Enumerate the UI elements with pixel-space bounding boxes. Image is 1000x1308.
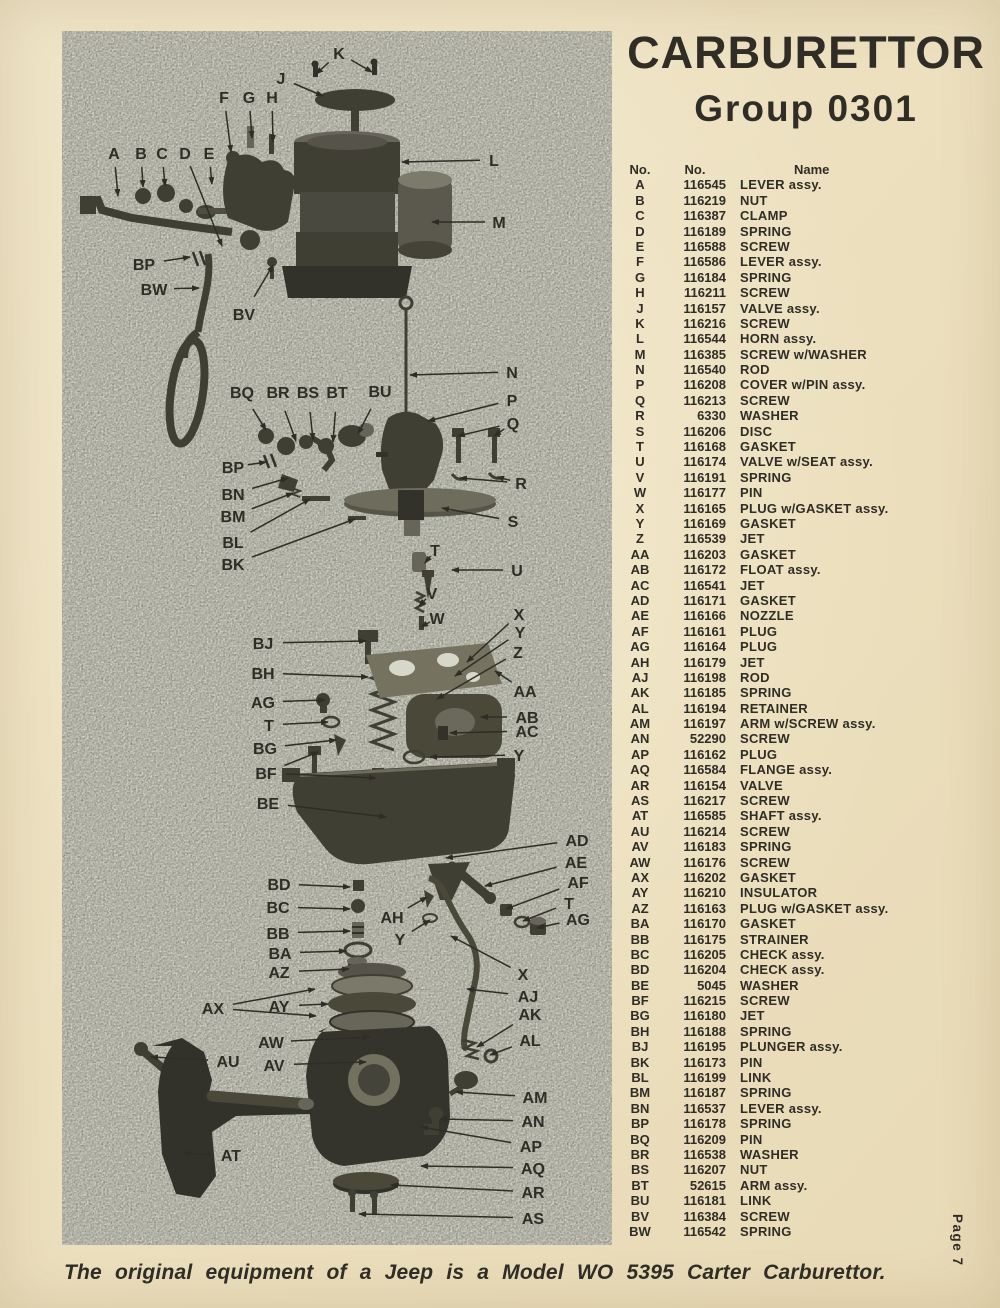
diagram-callout-BG: BG [253, 741, 277, 758]
parts-row-BL: BL 116199 LINK [631, 1070, 772, 1086]
diagram-callout-AR: AR [521, 1185, 545, 1202]
parts-row-BH: BH 116188 SPRING [630, 1023, 792, 1039]
parts-row-P: P 116208 COVER w/PIN assy. [635, 377, 866, 393]
diagram-callout-AD: AD [565, 833, 589, 850]
parts-row-AC: AC 116541 JET [630, 577, 765, 593]
diagram-callout-BC: BC [266, 900, 290, 917]
page-subtitle: Group 0301 [694, 88, 918, 129]
parts-row-AS: AS 116217 SCREW [630, 793, 790, 809]
diagram-callout-U: U [511, 563, 523, 580]
diagram-callout-AS: AS [521, 1211, 545, 1228]
parts-row-AA: AA 116203 GASKET [630, 546, 796, 562]
parts-row-BP: BP 116178 SPRING [630, 1116, 792, 1132]
diagram-callout-E: E [203, 146, 215, 163]
parts-row-BG: BG 116180 JET [630, 1008, 765, 1024]
page-number: Page 7 [950, 1214, 965, 1267]
diagram-callout-BW: BW [140, 282, 168, 299]
parts-row-AH: AH 116179 JET [630, 654, 765, 670]
parts-row-BN: BN 116537 LEVER assy. [630, 1100, 822, 1116]
diagram-callout-AZ: AZ [268, 965, 290, 982]
parts-row-BF: BF 116215 SCREW [631, 993, 790, 1009]
diagram-callout-C: C [156, 146, 168, 163]
parts-row-J: J 116157 VALVE assy. [636, 300, 820, 316]
diagram-callout-BS: BS [296, 385, 320, 402]
diagram-callout-BV: BV [232, 307, 256, 324]
parts-row-AZ: AZ 116163 PLUG w/GASKET assy. [631, 900, 889, 916]
title-block [620, 27, 992, 130]
diagram-callout-BK: BK [221, 557, 245, 574]
diagram-callout-W: W [429, 611, 445, 628]
parts-row-T: T 116168 GASKET [636, 439, 796, 455]
diagram-callout-K: K [333, 46, 345, 63]
parts-row-AB: AB 116172 FLOAT assy. [630, 562, 821, 578]
diagram-callout-AL: AL [519, 1033, 541, 1050]
diagram-callout-R: R [515, 476, 527, 493]
diagram-callout-BH: BH [251, 666, 275, 683]
diagram-callout-AK: AK [518, 1007, 542, 1024]
diagram-callout-AG: AG [566, 912, 590, 929]
parts-row-BJ: BJ 116195 PLUNGER assy. [631, 1039, 843, 1055]
parts-row-E: E 116588 SCREW [635, 238, 790, 254]
parts-row-AT: AT 116585 SHAFT assy. [631, 808, 822, 824]
diagram-callout-AN: AN [521, 1114, 545, 1131]
diagram-callout-AM: AM [522, 1090, 548, 1107]
parts-row-S: S 116206 DISC [635, 423, 773, 439]
header-ref-no: No. [629, 162, 651, 177]
parts-row-A: A 116545 LEVER assy. [635, 177, 822, 193]
parts-row-BS: BS 116207 NUT [630, 1162, 768, 1178]
parts-row-BB: BB 116175 STRAINER [630, 931, 809, 947]
diagram-callout-H: H [266, 90, 278, 107]
parts-table-rows [622, 177, 990, 1239]
diagram-callout-BU: BU [368, 384, 392, 401]
parts-row-AN: AN 52290 SCREW [630, 731, 790, 747]
diagram-callout-M: M [492, 215, 506, 232]
parts-row-AM: AM 116197 ARM w/SCREW assy. [629, 716, 876, 732]
diagram-callout-B: B [135, 146, 147, 163]
parts-row-BT: BT 52615 ARM assy. [631, 1177, 808, 1193]
diagram-callout-V: V [426, 586, 438, 603]
parts-row-BK: BK 116173 PIN [630, 1054, 763, 1070]
diagram-callout-BQ: BQ [230, 385, 254, 402]
parts-row-Q: Q 116213 SCREW [634, 392, 790, 408]
parts-row-BD: BD 116204 CHECK assy. [630, 962, 825, 978]
carburettor-exploded-diagram [62, 31, 612, 1245]
parts-row-B: B 116219 NUT [635, 192, 768, 208]
parts-row-X: X 116165 PLUG w/GASKET assy. [635, 500, 889, 516]
diagram-callout-AV: AV [263, 1058, 285, 1075]
parts-row-Y: Y 116169 GASKET [635, 515, 796, 531]
parts-row-BM: BM 116187 SPRING [629, 1085, 792, 1101]
diagram-callout-T: T [264, 718, 274, 735]
parts-row-AY: AY 116210 INSULATOR [631, 885, 818, 901]
diagram-callout-G: G [242, 90, 256, 107]
parts-row-N: N 116540 ROD [635, 362, 770, 378]
parts-row-AE: AE 116166 NOZZLE [630, 608, 794, 624]
diagram-callout-AB: AB [515, 710, 539, 727]
parts-table-header [622, 162, 990, 177]
page-title: CARBURETTOR [627, 27, 985, 78]
parts-row-AG: AG 116164 PLUG [630, 639, 778, 655]
diagram-callout-N: N [506, 365, 518, 382]
header-part-no: No. [684, 162, 706, 177]
diagram-callout-Y: Y [513, 748, 525, 765]
parts-row-BE: BE 5045 WASHER [630, 977, 799, 993]
diagram-callout-BR: BR [266, 385, 290, 402]
parts-row-V: V 116191 SPRING [635, 469, 792, 485]
parts-row-AR: AR 116154 VALVE [630, 777, 783, 793]
diagram-callout-BJ: BJ [252, 636, 274, 653]
parts-row-K: K 116216 SCREW [635, 315, 790, 331]
diagram-callout-D: D [179, 146, 191, 163]
parts-row-BR: BR 116538 WASHER [630, 1147, 799, 1162]
diagram-callout-BP: BP [132, 257, 156, 274]
diagram-callout-BE: BE [256, 796, 280, 813]
diagram-callout-X: X [513, 607, 525, 624]
diagram-callout-AQ: AQ [521, 1161, 545, 1178]
diagram-callout-AH: AH [380, 910, 404, 927]
parts-row-BU: BU 116181 LINK [630, 1193, 772, 1209]
diagram-callout-A: A [108, 146, 120, 163]
parts-row-AP: AP 116162 PLUG [630, 746, 778, 762]
leader-H [272, 111, 273, 142]
diagram-callout-BN: BN [221, 487, 245, 504]
parts-row-AV: AV 116183 SPRING [631, 839, 792, 855]
diagram-callout-Q: Q [506, 416, 520, 433]
parts-row-G: G 116184 SPRING [634, 269, 792, 285]
parts-row-AJ: AJ 116198 ROD [631, 669, 770, 685]
diagram-callout-F: F [219, 90, 229, 107]
parts-row-BC: BC 116205 CHECK assy. [630, 946, 825, 962]
diagram-callout-AP: AP [519, 1139, 543, 1156]
parts-row-L: L 116544 HORN assy. [636, 331, 817, 347]
parts-row-C: C 116387 CLAMP [635, 208, 788, 224]
diagram-callout-BL: BL [222, 535, 244, 552]
parts-row-U: U 116174 VALVE w/SEAT assy. [635, 454, 874, 470]
diagram-callout-AW: AW [258, 1035, 284, 1052]
diagram-callout-P: P [506, 393, 518, 410]
diagram-callout-BA: BA [268, 946, 292, 963]
diagram-callout-BM: BM [220, 509, 246, 526]
diagram-callout-T: T [564, 896, 574, 913]
parts-row-AW: AW 116176 SCREW [629, 854, 790, 870]
diagram-callout-AJ: AJ [517, 989, 539, 1006]
parts-row-BV: BV 116384 SCREW [630, 1208, 790, 1224]
diagram-callout-Z: Z [513, 645, 523, 662]
diagram-callout-AU: AU [216, 1054, 240, 1071]
parts-row-AU: AU 116214 SCREW [630, 823, 790, 839]
parts-row-AX: AX 116202 GASKET [630, 869, 796, 885]
diagram-callout-AA: AA [513, 684, 537, 701]
diagram-callout-AT: AT [220, 1148, 242, 1165]
diagram-callout-AY: AY [268, 999, 290, 1016]
parts-row-M: M 116385 SCREW w/WASHER [634, 346, 867, 362]
diagram-callout-X: X [517, 967, 529, 984]
diagram-callout-AX: AX [201, 1001, 225, 1018]
diagram-callout-L: L [489, 153, 499, 170]
diagram-callout-J: J [276, 71, 286, 88]
parts-row-AK: AK 116185 SPRING [630, 685, 792, 701]
parts-row-BW: BW 116542 SPRING [629, 1223, 792, 1239]
diagram-callout-AE: AE [564, 855, 588, 872]
parts-row-BA: BA 116170 GASKET [630, 916, 796, 932]
diagram-callout-T: T [430, 543, 440, 560]
parts-row-H: H 116211 SCREW [635, 285, 790, 301]
parts-row-Z: Z 116539 JET [636, 531, 765, 547]
diagram-callout-BD: BD [267, 877, 291, 894]
header-name: Name [794, 162, 830, 177]
parts-row-AD: AD 116171 GASKET [630, 592, 796, 608]
diagram-callout-Y: Y [394, 932, 406, 949]
diagram-callout-Y: Y [514, 625, 526, 642]
parts-row-W: W 116177 PIN [633, 485, 763, 501]
parts-row-BQ: BQ 116209 PIN [630, 1131, 763, 1147]
parts-table [622, 162, 990, 1239]
parts-row-AF: AF 116161 PLUG [631, 623, 778, 639]
parts-row-AQ: AQ 116584 FLANGE assy. [630, 762, 833, 778]
parts-row-R: R 6330 WASHER [635, 408, 799, 424]
footer-note: The original equipment of a Jeep is a Model WO 5395 Carter Carburettor. [64, 1261, 886, 1284]
diagram-callout-S: S [507, 514, 519, 531]
diagram-callout-AF: AF [567, 875, 589, 892]
parts-row-F: F 116586 LEVER assy. [636, 254, 822, 270]
diagram-callout-AC: AC [515, 724, 539, 741]
diagram-callout-AG: AG [251, 695, 275, 712]
diagram-callout-BP: BP [221, 460, 245, 477]
diagram-callout-BF: BF [255, 766, 277, 783]
diagram-callout-BB: BB [266, 926, 290, 943]
parts-row-AL: AL 116194 RETAINER [631, 700, 808, 716]
diagram-callout-BT: BT [326, 385, 348, 402]
parts-row-D: D 116189 SPRING [635, 223, 792, 239]
leader-BW [174, 288, 199, 289]
